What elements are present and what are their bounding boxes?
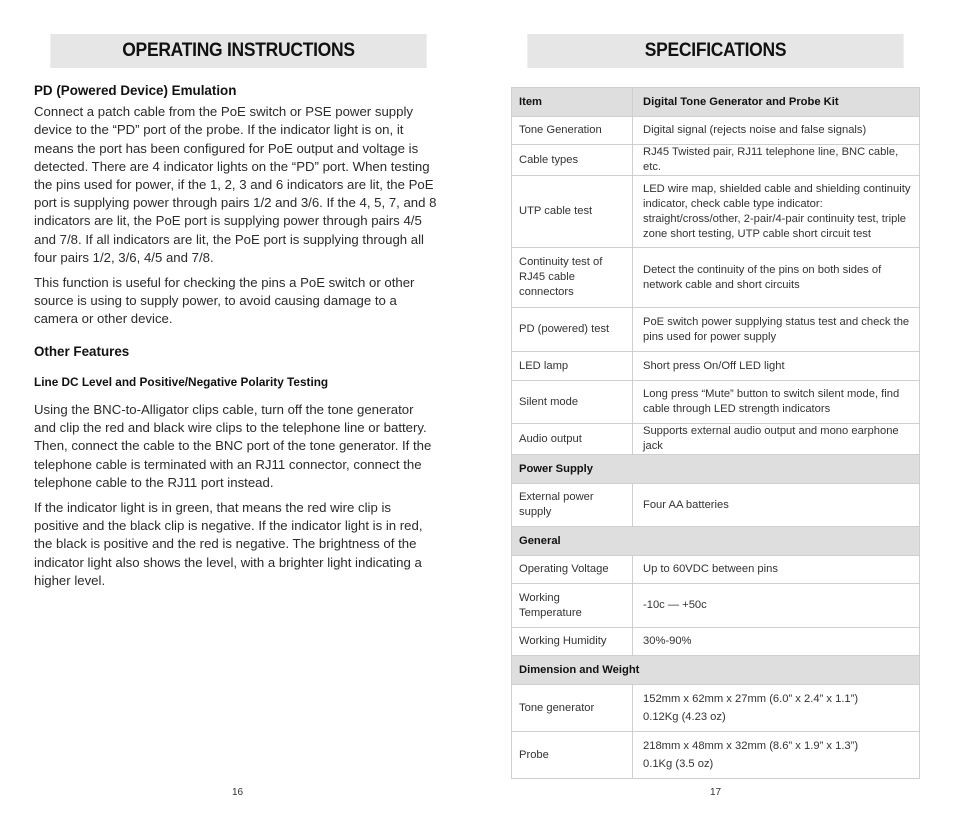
spec-value: Four AA batteries [633, 484, 920, 527]
section-heading: Power Supply [512, 455, 920, 484]
section-row-general [512, 527, 920, 556]
table-row [512, 308, 920, 352]
table-row [512, 381, 920, 424]
paragraph: Using the BNC-to-Alligator clips cable, turn off the tone generator and clip the red and black wire clips to the telephone line or battery. Then, connect the cable to the BNC port of the tone generator. If the telephone cable is terminated with an RJ11 connector, connect the telephone cable to the RJ11 port instead. [34, 402, 432, 490]
spec-item: Operating Voltage [512, 556, 633, 584]
table-row [512, 176, 920, 248]
page-number: 16 [232, 787, 244, 798]
table-row [512, 424, 920, 455]
spec-item: Tone generator [512, 685, 633, 732]
table-row [512, 352, 920, 381]
spec-item: LED lamp [512, 352, 633, 381]
section-heading: PD (Powered Device) Emulation [34, 83, 237, 98]
page-title: SPECIFICATIONS [527, 34, 903, 68]
spec-item: External power supply [512, 484, 633, 527]
header-cell-item: Item [512, 88, 633, 117]
spec-value: Up to 60VDC between pins [633, 556, 920, 584]
spec-item: Probe [512, 732, 633, 779]
table-row [512, 584, 920, 628]
spec-item: Cable types [512, 145, 633, 176]
section-row-power-supply [512, 455, 920, 484]
spec-value: Short press On/Off LED light [633, 352, 920, 381]
spec-value: Long press “Mute” button to switch silent mode, find cable through LED strength indicators [633, 381, 920, 424]
spec-value: LED wire map, shielded cable and shielding continuity indicator, check cable type indicator: straight/cross/other, 2-pair/4-pair continuity test, triple zone short testing, UTP cable short circuit test [633, 176, 920, 248]
spec-value-cell [633, 685, 920, 732]
page-title: OPERATING INSTRUCTIONS [50, 34, 426, 68]
spec-value: Supports external audio output and mono earphone jack [633, 424, 920, 455]
section-heading: Other Features [34, 343, 130, 359]
section-row-dimension-weight [512, 656, 920, 685]
pd-emulation-section [34, 82, 438, 329]
spec-value-weight: 0.12Kg (4.23 oz) [643, 710, 726, 723]
spec-value: Detect the continuity of the pins on both sides of network cable and short circuits [633, 248, 920, 308]
spec-item: UTP cable test [512, 176, 633, 248]
table-row [512, 628, 920, 656]
spec-value: 30%-90% [633, 628, 920, 656]
table-row [512, 145, 920, 176]
spec-value: Digital signal (rejects noise and false signals) [633, 117, 920, 145]
paragraph: If the indicator light is in green, that means the red wire clip is positive and the black clip is negative. If the indicator light is in red, the black is positive and the red is negative. The brightness of the indicator light also shows the level, with a brighter light indicating a higher level. [34, 500, 423, 588]
spec-item: Working Temperature [512, 584, 633, 628]
spec-value: RJ45 Twisted pair, RJ11 telephone line, BNC cable, etc. [633, 145, 920, 176]
header-cell-value: Digital Tone Generator and Probe Kit [633, 88, 920, 117]
table-row [512, 556, 920, 584]
subsection-heading: Line DC Level and Positive/Negative Polarity Testing [34, 374, 329, 389]
specifications-table [511, 87, 920, 779]
table-row [512, 484, 920, 527]
spec-item: Working Humidity [512, 628, 633, 656]
table-row [512, 685, 920, 732]
spec-value: 218mm x 48mm x 32mm (8.6” x 1.9” x 1.3”) [643, 739, 859, 752]
spec-value: -10c — +50c [633, 584, 920, 628]
table-row [512, 732, 920, 779]
page-number: 17 [710, 787, 722, 798]
spec-value-weight: 0.1Kg (3.5 oz) [643, 757, 714, 770]
spec-item: PD (powered) test [512, 308, 633, 352]
table-header-row [512, 88, 920, 117]
instructions-body [34, 82, 438, 600]
spec-value: PoE switch power supplying status test and check the pins used for power supply [633, 308, 920, 352]
spec-item: Continuity test of RJ45 cable connectors [512, 248, 633, 308]
other-features-section [34, 343, 438, 590]
spec-value: 152mm x 62mm x 27mm (6.0” x 2.4” x 1.1”) [643, 692, 859, 705]
spec-item: Audio output [512, 424, 633, 455]
paragraph: This function is useful for checking the pins a PoE switch or other source is using to supply power, to avoid causing damage to a camera or other device. [34, 275, 415, 327]
spec-item: Silent mode [512, 381, 633, 424]
spec-value-cell [633, 732, 920, 779]
section-heading: Dimension and Weight [512, 656, 920, 685]
table-row [512, 248, 920, 308]
section-heading: General [512, 527, 920, 556]
table-row [512, 117, 920, 145]
spec-item: Tone Generation [512, 117, 633, 145]
paragraph: Connect a patch cable from the PoE switch or PSE power supply device to the “PD” port of the probe. If the indicator light is on, it means the port has been configured for PoE output and voltage is detected. There are 4 indicator lights on the “PD” port. When testing the pins used for power, if the 1, 2, 3 and 6 indicators are lit, the PoE port is supplying power through pairs 1/2 and 3/6. If the 4, 5, 7, and 8 indicators are lit, the PoE port is supplying power through pairs 4/5 and 7/8. If all indicators are lit, the PoE port is supplying through all four pairs 1/2, 3/6, 4/5 and 7/8. [34, 104, 437, 265]
